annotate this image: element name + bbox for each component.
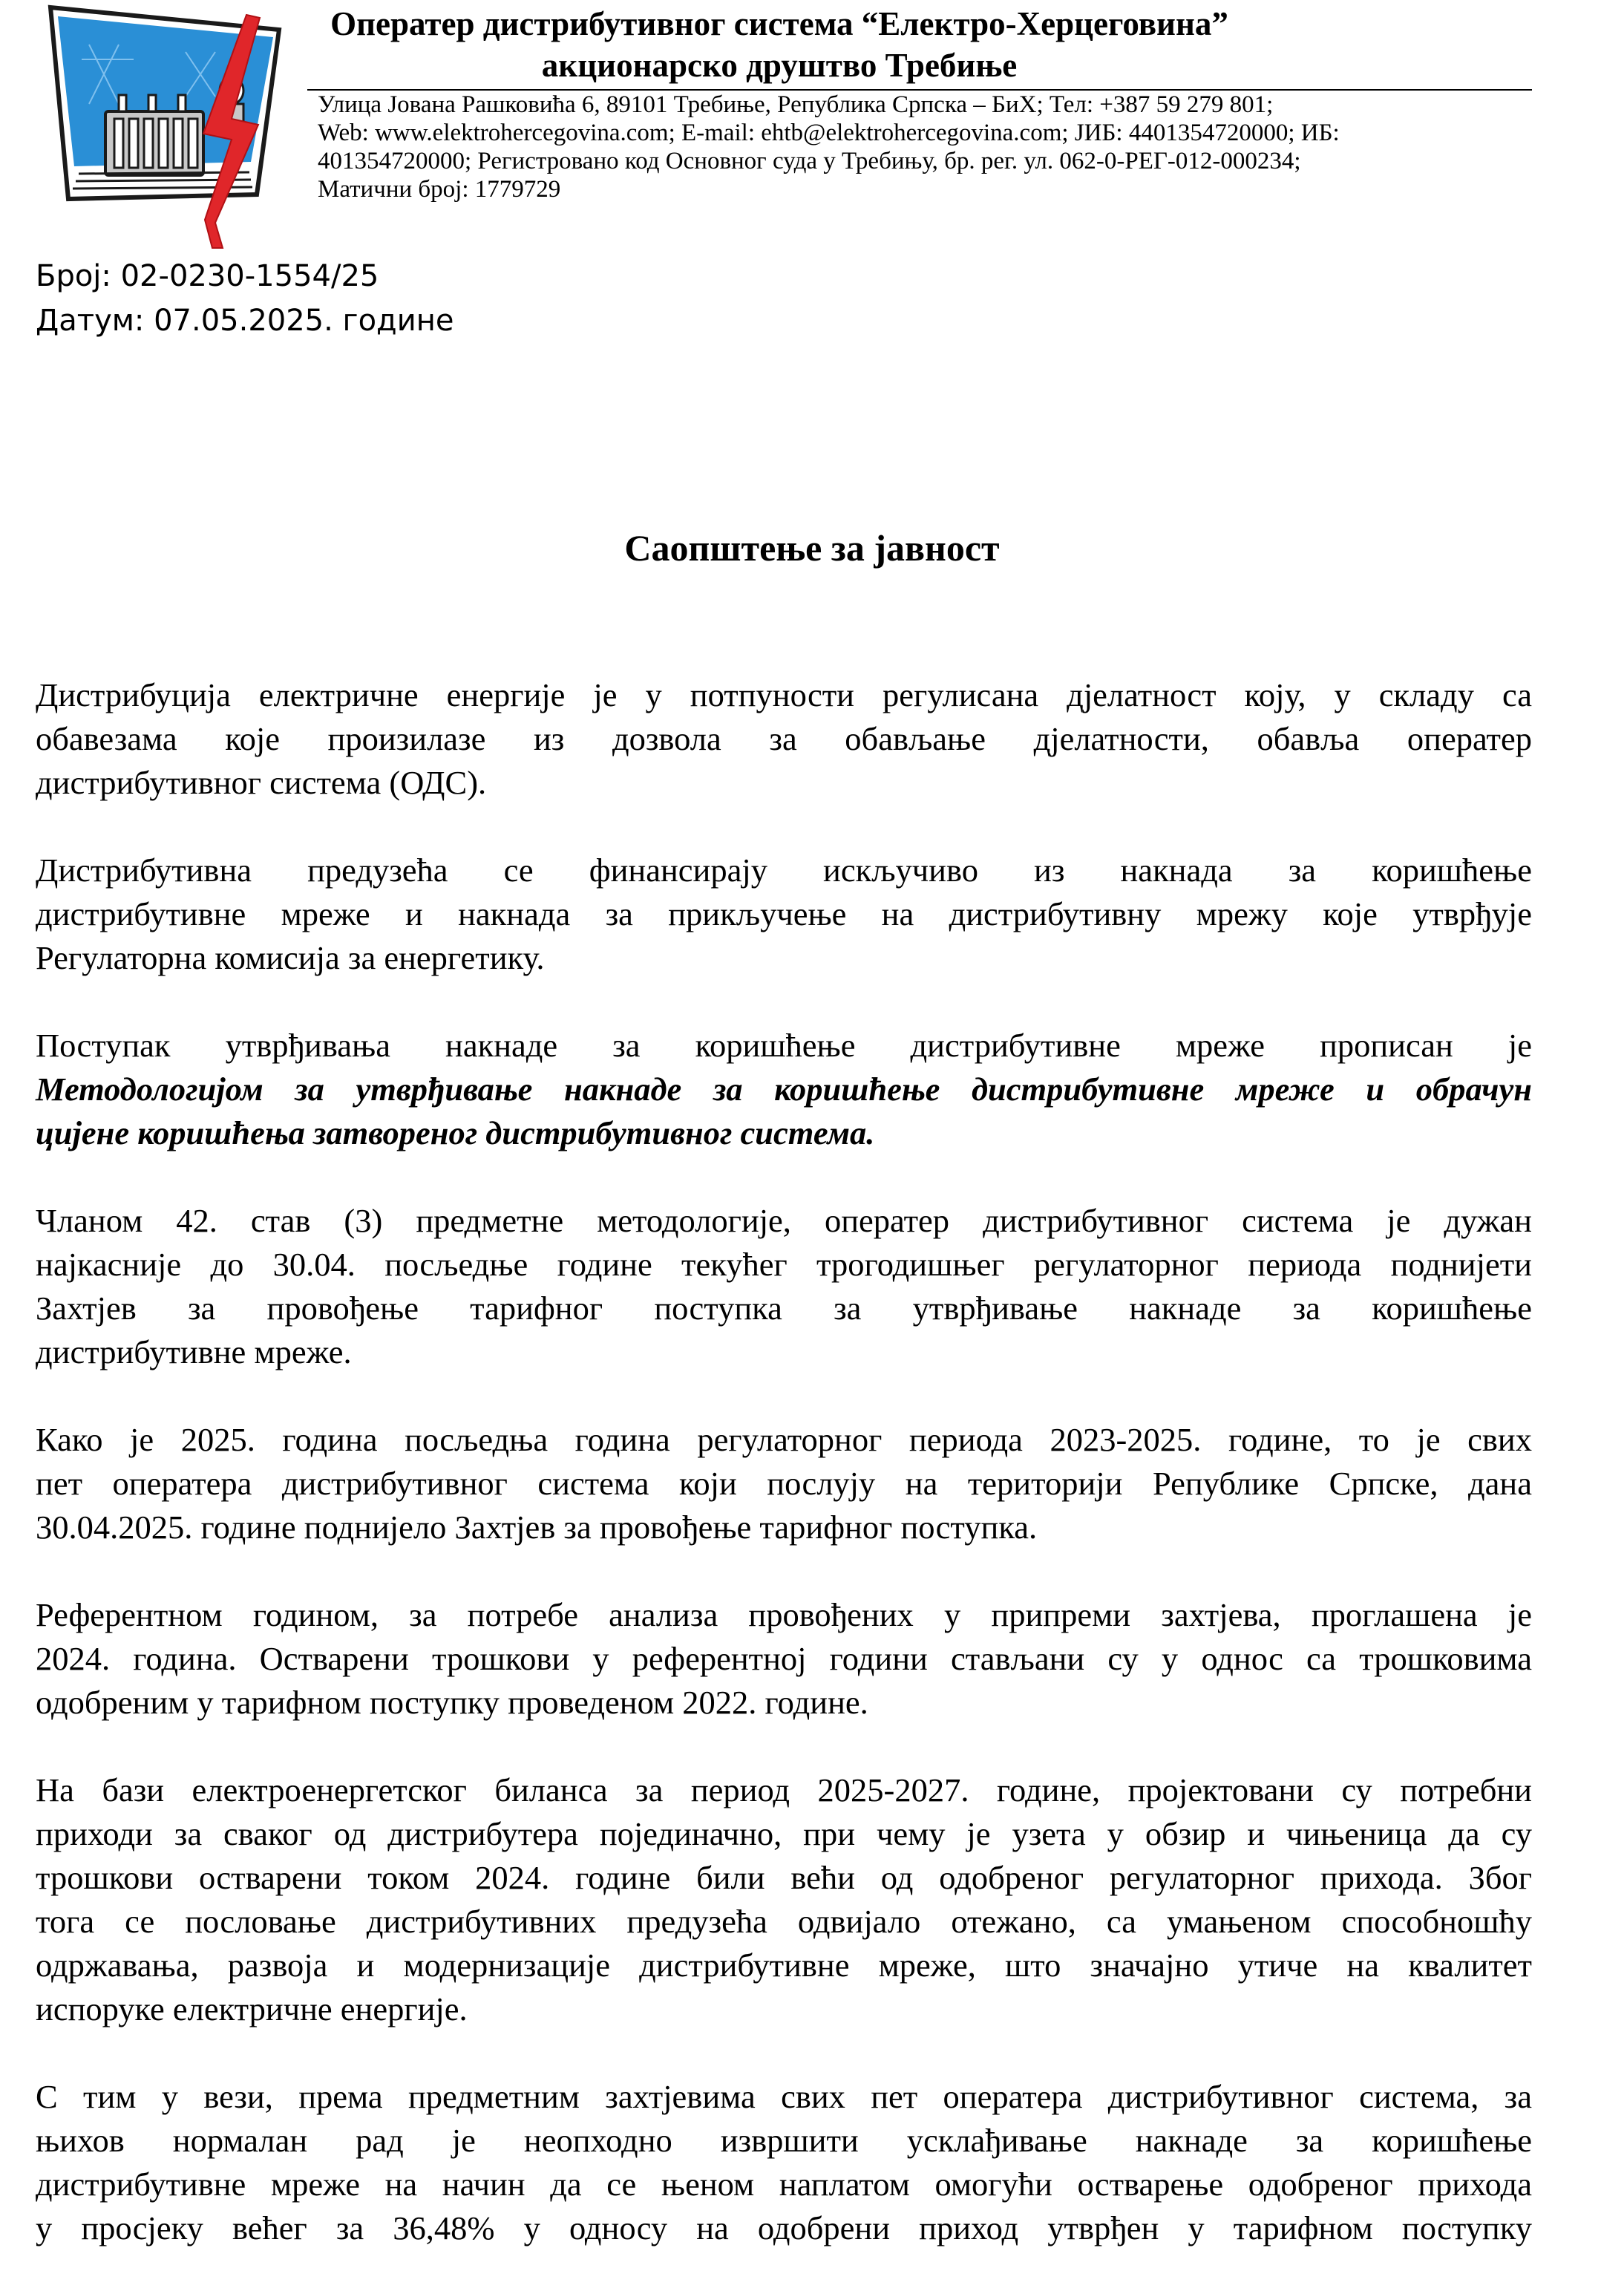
paragraph-line: Како је 2025. година посљедња година регулаторног периода 2023-2025. године, то је свих xyxy=(36,1421,1532,1458)
document-body xyxy=(36,673,1532,2294)
paragraph-line: Чланом 42. став (3) предметне методологије, оператер дистрибутивног система је дужан xyxy=(36,1202,1532,1239)
organisation-name xyxy=(297,3,1262,86)
paragraph-line: одобреним у тарифном поступку проведеном 2022. године. xyxy=(36,1684,868,1721)
paragraph-line: приходи за сваког од дистрибутера појединачно, при чему је узета у обзир и чињеница да су xyxy=(36,1815,1532,1852)
paragraph-line: С тим у вези, према предметним захтјевима свих пет оператера дистрибутивног система, за xyxy=(36,2078,1532,2115)
paragraph-line: Дистрибутивна предузећа се финансирају искључиво из накнада за коришћење xyxy=(36,852,1532,889)
contact-line: Web: www.elektrohercegovina.com; E-mail: ehtb@elektrohercegovina.com; ЈИБ: 4401354720000; ИБ: xyxy=(318,120,1340,146)
paragraph xyxy=(36,1768,1532,2031)
paragraph-line: одржавања, развоја и модернизације дистрибутивне мреже, што значајно утиче на квалитет xyxy=(36,1947,1532,1984)
contact-line: Матични број: 1779729 xyxy=(318,176,561,203)
methodology-title: Методологијом за утврђивање накнаде за коришћење дистрибутивне мреже и обрачун xyxy=(36,1071,1532,1108)
paragraph xyxy=(36,849,1532,980)
paragraph xyxy=(36,1418,1532,1549)
document-number: Број: 02-0230-1554/25 xyxy=(36,259,379,293)
paragraph-line: трошкови остварени током 2024. године били већи од одобреног регулаторног прихода. Због xyxy=(36,1859,1532,1896)
paragraph-line: Захтјев за провођење тарифног поступка за утврђивање накнаде за коришћење xyxy=(36,1290,1532,1327)
paragraph-line: најкасније до 30.04. посљедње године текућег трогодишњег регулаторног периода поднијети xyxy=(36,1246,1532,1283)
paragraph-line: дистрибутивног система (ОДС). xyxy=(36,764,487,801)
paragraph-line: Дистрибуција електричне енергије је у потпуности регулисана дјелатност коју, у складу са xyxy=(36,676,1532,713)
paragraph-line: На бази електроенергетског биланса за период 2025-2027. године, пројектовани су потребни xyxy=(36,1771,1532,1808)
paragraph-line: тога се пословање дистрибутивних предузећа одвијало отежано, са умањеном способношћу xyxy=(36,1903,1532,1940)
paragraph-line: у просјеку већег за 36,48% у односу на одобрени приход утврђен у тарифном поступку xyxy=(36,2209,1532,2246)
document-date: Датум: 07.05.2025. године xyxy=(36,304,454,338)
paragraph-line: дистрибутивне мреже и накнада за прикључење на дистрибутивну мрежу које утврђује xyxy=(36,895,1532,932)
paragraph-line: Регулаторна комисија за енергетику. xyxy=(36,939,545,976)
paragraph-line: обавезама које произилазе из дозвола за обављање дјелатности, обавља оператер xyxy=(36,720,1532,757)
paragraph xyxy=(36,2075,1532,2250)
paragraph-line: Референтном годином, за потребе анализа провођених у припреми захтјева, проглашена је xyxy=(36,1596,1532,1633)
organisation-name-line2: акционарско друштво Требиње xyxy=(541,47,1018,84)
paragraph-line: дистрибутивне мреже на начин да се њеном наплатом омогући остварење одобреног прихода xyxy=(36,2166,1532,2203)
paragraph-line: дистрибутивне мреже. xyxy=(36,1333,352,1370)
paragraph-line: њихов нормалан рад је неопходно извршити усклађивање накнаде за коришћење xyxy=(36,2122,1532,2159)
company-logo xyxy=(37,0,297,252)
paragraph xyxy=(36,1593,1532,1725)
paragraph-line: пет оператера дистрибутивног система који послују на територији Републике Српске, дана xyxy=(36,1465,1532,1502)
paragraph-line: 30.04.2025. године поднијело Захтјев за провођење тарифног поступка. xyxy=(36,1509,1038,1546)
paragraph xyxy=(36,1024,1532,1155)
contact-details xyxy=(318,91,1535,203)
contact-line: Улица Јована Рашковића 6, 89101 Требиње, Република Српска – БиХ; Тел: +387 59 279 801; xyxy=(318,91,1274,118)
methodology-title: цијене коришћења затвореног дистрибутивног система. xyxy=(36,1114,875,1151)
paragraph-line: Поступак утврђивања накнаде за коришћење дистрибутивне мреже прописан је xyxy=(36,1027,1532,1064)
document-reference xyxy=(36,254,454,343)
paragraph xyxy=(36,1199,1532,1374)
paragraph-line: 2024. година. Остварени трошкови у референтној години стављани су у однос са трошковима xyxy=(36,1640,1532,1677)
paragraph xyxy=(36,673,1532,805)
contact-line: 401354720000; Регистровано код Основног суда у Требињу, бр. рег. ул. 062-0-РЕГ-012-000234; xyxy=(318,148,1301,174)
paragraph-line: испоруке електричне енергије. xyxy=(36,1990,468,2027)
page-title: Саопштење за јавност xyxy=(624,527,1000,569)
organisation-name-line1: Оператер дистрибутивног система “Електро-Херцеговина” xyxy=(330,5,1228,42)
